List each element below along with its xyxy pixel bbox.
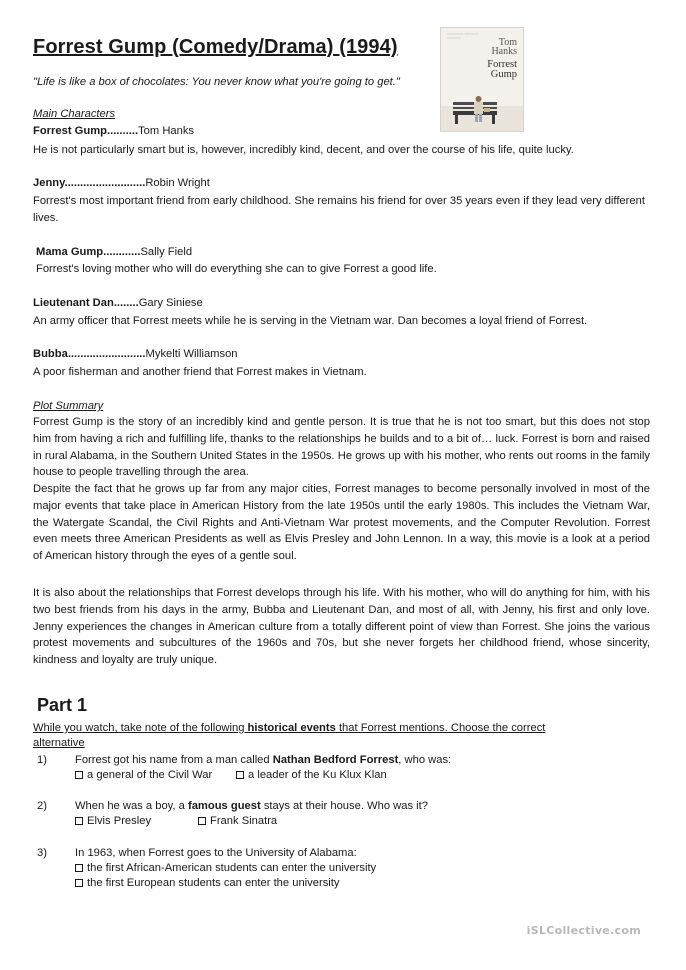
character-dots: ........: [113, 297, 139, 309]
page-title: Forrest Gump (Comedy/Drama) (1994): [33, 36, 398, 58]
character-role: Bubba: [33, 348, 68, 360]
character-line: [36, 246, 192, 258]
question-number: 2): [37, 800, 47, 812]
answer-option-label: Frank Sinatra: [210, 815, 278, 827]
character-actor: Robin Wright: [145, 177, 210, 189]
character-actor: Gary Siniese: [138, 297, 203, 309]
question-text-bold: Nathan Bedford Forrest: [272, 754, 399, 766]
poster-star-name: Tom Hanks: [491, 37, 517, 57]
character-desc: He is not particularly smart but is, however, incredibly kind, decent, and over the course of his life, quite lucky.: [33, 144, 574, 156]
instructions-text-a: While you watch, take note of the following: [33, 722, 248, 734]
answer-option-label: a leader of the Ku Klux Klan: [248, 769, 387, 781]
answer-option[interactable]: [75, 877, 339, 889]
main-characters-label: Main Characters: [33, 108, 116, 120]
character-actor: Mykelti Williamson: [145, 348, 238, 360]
answer-option[interactable]: [75, 769, 212, 781]
question-text: [75, 847, 357, 859]
character-dots: .........................: [67, 348, 146, 360]
part-1-title: Part 1: [37, 695, 88, 715]
character-dots: ..........................: [64, 177, 146, 189]
part-1-instructions: [33, 721, 593, 750]
instructions-highlight: historical events: [247, 722, 336, 734]
character-role: Jenny: [33, 177, 65, 189]
plot-paragraph-3: It is also about the relationships that Forrest develops through his life. With his mother, who will do anything for him, with his two best friends from his days in the army, Bubba and Lieutenant Dan, and most of all, with Jenny, his first and only love. Jenny experiences the changes in American culture from a totally different point of view than Forrest. She joins the various protest movements and subcultures of the 1960s and 70s, but she never forgets her childhood friend, whose sincerity, kindness and loyalty are truly unique.: [33, 587, 650, 667]
checkbox-icon[interactable]: [198, 817, 206, 825]
checkbox-icon[interactable]: [236, 771, 244, 779]
question-text-pre: Forrest got his name from a man called: [75, 754, 273, 766]
checkbox-icon[interactable]: [75, 771, 83, 779]
character-line: [33, 348, 238, 360]
poster-credit-block: ::::::::::::::::: ::::::::::::::: ::::::::::::::: [447, 32, 480, 40]
question-text-pre: In 1963, when Forrest goes to the University of Alabama:: [75, 847, 357, 859]
character-role: Forrest Gump: [33, 125, 107, 137]
question-number: 3): [37, 847, 47, 859]
character-role: Mama Gump: [36, 246, 104, 258]
answer-option[interactable]: [236, 769, 387, 781]
movie-quote: "Life is like a box of chocolates: You never know what you're going to get.": [33, 76, 400, 88]
answer-option[interactable]: [75, 815, 151, 827]
site-watermark: iSLCollective.com: [526, 924, 641, 937]
character-line: [33, 125, 194, 137]
question-number: 1): [37, 754, 47, 766]
character-dots: ..........: [106, 125, 139, 137]
plot-paragraph-1: Forrest Gump is the story of an incredibly kind and gentle person. It is true that he is not too smart, but this does not stop him from having a rich and fulfilling life, thanks to the relationships he builds and to a bit of… luck. Forrest is born and raised in rural Alabama, in the Southern United States in the 1950s. He grows up with his mother, who rents out rooms in the family house to people travelling through the area.: [33, 416, 650, 479]
character-actor: Sally Field: [140, 246, 193, 258]
character-role: Lieutenant Dan: [33, 297, 114, 309]
character-dots: ............: [103, 246, 141, 258]
character-desc: Forrest's most important friend from early childhood. She remains his friend for over 35 years even if they lead very different lives.: [33, 195, 645, 224]
answer-option[interactable]: [75, 862, 376, 874]
character-desc: Forrest's loving mother who will do everything she can to give Forrest a good life.: [36, 263, 437, 275]
checkbox-icon[interactable]: [75, 864, 83, 872]
answer-option-label: a general of the Civil War: [87, 769, 213, 781]
plot-paragraph-2: Despite the fact that he grows up far from any major cities, Forrest manages to become personally involved in most of the major events that take place in American History from the late 1950s until the early 1980s. This includes the Vietnam War, the Watergate Scandal, the Civil Rights and Anti-Vietnam War protest movements, and the Computer Revolution. Forrest even meets three American Presidents as well as Elvis Presley and John Lennon. In a way, this movie is a look at a period of American history through the eyes of a gentle soul.: [33, 483, 650, 563]
instructions-text-c: that Forrest mentions. Choose the correct alternative: [33, 722, 546, 749]
poster-film-title: Forrest Gump: [487, 59, 517, 80]
answer-option-label: Elvis Presley: [87, 815, 152, 827]
question-text-post: stays at their house. Who was it?: [260, 800, 428, 812]
question-text-bold: famous guest: [187, 800, 261, 812]
checkbox-icon[interactable]: [75, 879, 83, 887]
question-text: [75, 754, 451, 766]
character-desc: A poor fisherman and another friend that Forrest makes in Vietnam.: [33, 366, 367, 378]
question-text-post: , who was:: [398, 754, 452, 766]
plot-summary-label: Plot Summary: [33, 400, 104, 412]
checkbox-icon[interactable]: [75, 817, 83, 825]
answer-option-label: the first European students can enter the university: [87, 877, 340, 889]
character-desc: An army officer that Forrest meets while he is serving in the Vietnam war. Dan becomes a loyal friend of Forrest.: [33, 315, 588, 327]
answer-option[interactable]: [198, 815, 277, 827]
character-line: [33, 297, 203, 309]
character-actor: Tom Hanks: [138, 125, 195, 137]
answer-option-label: the first African-American students can enter the university: [87, 862, 377, 874]
bench-figure-icon: [441, 28, 523, 131]
character-line: [33, 177, 210, 189]
movie-poster: [440, 27, 524, 132]
question-text: [75, 800, 428, 812]
question-text-pre: When he was a boy, a: [75, 800, 188, 812]
